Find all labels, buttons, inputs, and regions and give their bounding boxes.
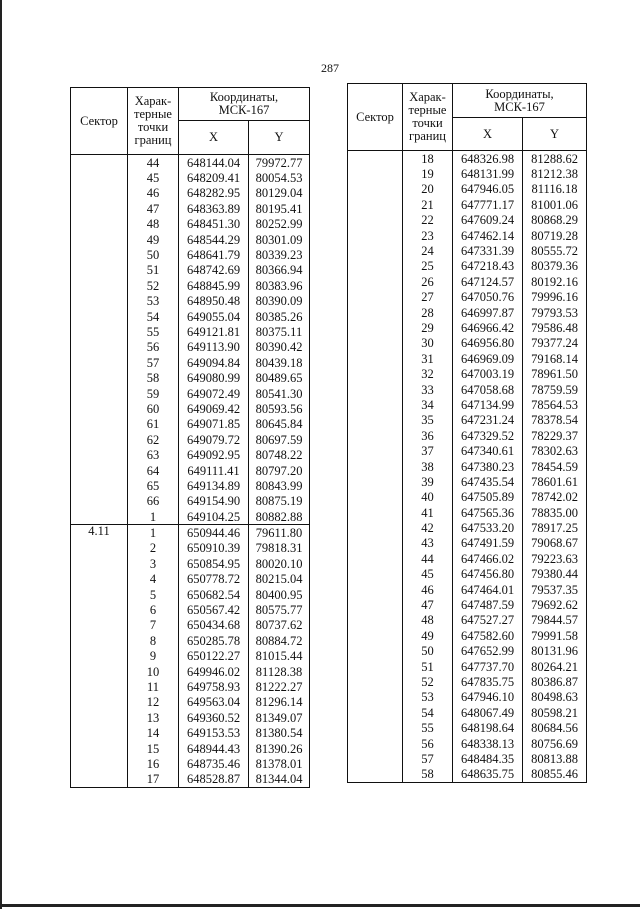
x-coordinate-cell: 647487.59 bbox=[453, 597, 523, 612]
x-coordinate-cell: 647505.89 bbox=[453, 490, 523, 505]
y-coordinate-cell: 79611.80 bbox=[249, 525, 310, 541]
table-row bbox=[71, 155, 310, 171]
x-coordinate-cell: 647462.14 bbox=[453, 228, 523, 243]
point-number-cell: 56 bbox=[403, 736, 453, 751]
points-header: Харак- терные точки границ bbox=[128, 88, 179, 155]
point-number-cell: 32 bbox=[403, 366, 453, 381]
x-coordinate-cell: 648067.49 bbox=[453, 705, 523, 720]
point-number-cell: 51 bbox=[403, 659, 453, 674]
y-coordinate-cell: 81344.04 bbox=[249, 772, 310, 788]
y-coordinate-cell: 78601.61 bbox=[523, 474, 587, 489]
y-coordinate-cell: 80868.29 bbox=[523, 213, 587, 228]
y-coordinate-cell: 80020.10 bbox=[249, 556, 310, 571]
point-number-cell: 3 bbox=[128, 556, 179, 571]
x-coordinate-cell: 650434.68 bbox=[179, 618, 249, 633]
x-coordinate-cell: 647003.19 bbox=[453, 366, 523, 381]
point-number-cell: 56 bbox=[128, 340, 179, 355]
y-coordinate-cell: 78564.53 bbox=[523, 397, 587, 412]
y-coordinate-cell: 80737.62 bbox=[249, 618, 310, 633]
point-number-cell: 48 bbox=[128, 217, 179, 232]
y-coordinate-cell: 80555.72 bbox=[523, 243, 587, 258]
y-coordinate-cell: 80386.87 bbox=[523, 674, 587, 689]
point-number-cell: 64 bbox=[128, 463, 179, 478]
y-coordinate-cell: 79068.67 bbox=[523, 536, 587, 551]
point-number-cell: 13 bbox=[128, 710, 179, 725]
x-coordinate-cell: 649360.52 bbox=[179, 710, 249, 725]
y-coordinate-cell: 81296.14 bbox=[249, 695, 310, 710]
y-coordinate-cell: 80855.46 bbox=[523, 767, 587, 783]
point-number-cell: 47 bbox=[403, 597, 453, 612]
x-coordinate-cell: 647134.99 bbox=[453, 397, 523, 412]
page-number: 287 bbox=[321, 61, 339, 75]
x-coordinate-cell: 647466.02 bbox=[453, 551, 523, 566]
x-coordinate-cell: 647329.52 bbox=[453, 428, 523, 443]
point-number-cell: 39 bbox=[403, 474, 453, 489]
point-number-cell: 17 bbox=[128, 772, 179, 788]
point-number-cell: 15 bbox=[128, 741, 179, 756]
point-number-cell: 53 bbox=[403, 690, 453, 705]
sector-header: Сектор bbox=[348, 84, 403, 151]
x-coordinate-cell: 648209.41 bbox=[179, 170, 249, 185]
y-coordinate-cell: 80264.21 bbox=[523, 659, 587, 674]
y-coordinate-cell: 80366.94 bbox=[249, 263, 310, 278]
point-number-cell: 20 bbox=[403, 182, 453, 197]
y-coordinate-cell: 79844.57 bbox=[523, 613, 587, 628]
x-coordinate-cell: 647609.24 bbox=[453, 213, 523, 228]
x-coordinate-cell: 646969.09 bbox=[453, 351, 523, 366]
point-number-cell: 52 bbox=[128, 278, 179, 293]
y-coordinate-cell: 80385.26 bbox=[249, 309, 310, 324]
y-coordinate-cell: 78454.59 bbox=[523, 459, 587, 474]
y-coordinate-cell: 81128.38 bbox=[249, 664, 310, 679]
y-coordinate-cell: 78742.02 bbox=[523, 490, 587, 505]
y-coordinate-cell: 78961.50 bbox=[523, 366, 587, 381]
x-coordinate-cell: 647331.39 bbox=[453, 243, 523, 258]
point-number-cell: 50 bbox=[403, 644, 453, 659]
y-coordinate-cell: 81378.01 bbox=[249, 756, 310, 771]
y-coordinate-cell: 80697.59 bbox=[249, 432, 310, 447]
point-number-cell: 25 bbox=[403, 259, 453, 274]
y-coordinate-cell: 81015.44 bbox=[249, 649, 310, 664]
point-number-cell: 27 bbox=[403, 290, 453, 305]
point-number-cell: 29 bbox=[403, 320, 453, 335]
x-coordinate-cell: 649946.02 bbox=[179, 664, 249, 679]
table-row bbox=[71, 525, 310, 541]
y-coordinate-cell: 80375.11 bbox=[249, 324, 310, 339]
y-coordinate-cell: 80875.19 bbox=[249, 494, 310, 509]
x-coordinate-cell: 648326.98 bbox=[453, 151, 523, 167]
x-coordinate-cell: 648544.29 bbox=[179, 232, 249, 247]
x-coordinate-cell: 647946.05 bbox=[453, 182, 523, 197]
x-coordinate-cell: 648944.43 bbox=[179, 741, 249, 756]
y-coordinate-cell: 79972.77 bbox=[249, 155, 310, 171]
right-coordinates-table bbox=[347, 83, 587, 783]
y-coordinate-cell: 80439.18 bbox=[249, 355, 310, 370]
y-coordinate-cell: 79692.62 bbox=[523, 597, 587, 612]
x-coordinate-cell: 650122.27 bbox=[179, 649, 249, 664]
y-coordinate-cell: 81288.62 bbox=[523, 151, 587, 167]
x-coordinate-cell: 648144.04 bbox=[179, 155, 249, 171]
x-coordinate-cell: 647380.23 bbox=[453, 459, 523, 474]
x-coordinate-cell: 647565.36 bbox=[453, 505, 523, 520]
x-coordinate-cell: 649071.85 bbox=[179, 417, 249, 432]
y-coordinate-cell: 80131.96 bbox=[523, 644, 587, 659]
x-coordinate-cell: 647340.61 bbox=[453, 443, 523, 458]
y-coordinate-cell: 80598.21 bbox=[523, 705, 587, 720]
x-coordinate-cell: 647582.60 bbox=[453, 628, 523, 643]
y-coordinate-cell: 78835.00 bbox=[523, 505, 587, 520]
point-number-cell: 46 bbox=[403, 582, 453, 597]
x-header: X bbox=[179, 121, 249, 155]
sector-header: Сектор bbox=[71, 88, 128, 155]
sector-cell bbox=[348, 151, 403, 783]
x-coordinate-cell: 647771.17 bbox=[453, 197, 523, 212]
point-number-cell: 53 bbox=[128, 294, 179, 309]
x-coordinate-cell: 646956.80 bbox=[453, 336, 523, 351]
point-number-cell: 47 bbox=[128, 201, 179, 216]
y-coordinate-cell: 80756.69 bbox=[523, 736, 587, 751]
point-number-cell: 57 bbox=[128, 355, 179, 370]
point-number-cell: 11 bbox=[128, 679, 179, 694]
x-coordinate-cell: 647050.76 bbox=[453, 290, 523, 305]
y-coordinate-cell: 80054.53 bbox=[249, 170, 310, 185]
y-coordinate-cell: 80252.99 bbox=[249, 217, 310, 232]
y-coordinate-cell: 80748.22 bbox=[249, 447, 310, 462]
x-coordinate-cell: 647058.68 bbox=[453, 382, 523, 397]
x-coordinate-cell: 648484.35 bbox=[453, 751, 523, 766]
point-number-cell: 31 bbox=[403, 351, 453, 366]
point-number-cell: 18 bbox=[403, 151, 453, 167]
x-coordinate-cell: 649069.42 bbox=[179, 401, 249, 416]
point-number-cell: 28 bbox=[403, 305, 453, 320]
y-coordinate-cell: 81001.06 bbox=[523, 197, 587, 212]
x-coordinate-cell: 649072.49 bbox=[179, 386, 249, 401]
y-coordinate-cell: 78378.54 bbox=[523, 413, 587, 428]
coordinates-header: Координаты, МСК-167 bbox=[453, 84, 587, 118]
y-coordinate-cell: 80390.42 bbox=[249, 340, 310, 355]
point-number-cell: 60 bbox=[128, 401, 179, 416]
x-coordinate-cell: 648363.89 bbox=[179, 201, 249, 216]
y-coordinate-cell: 78302.63 bbox=[523, 443, 587, 458]
sector-cell bbox=[71, 155, 128, 525]
x-coordinate-cell: 649055.04 bbox=[179, 309, 249, 324]
x-coordinate-cell: 650285.78 bbox=[179, 633, 249, 648]
y-coordinate-cell: 80884.72 bbox=[249, 633, 310, 648]
point-number-cell: 5 bbox=[128, 587, 179, 602]
sector-cell: 4.11 bbox=[71, 525, 128, 788]
point-number-cell: 45 bbox=[128, 170, 179, 185]
y-coordinate-cell: 80684.56 bbox=[523, 720, 587, 735]
point-number-cell: 8 bbox=[128, 633, 179, 648]
x-coordinate-cell: 649104.25 bbox=[179, 509, 249, 525]
x-coordinate-cell: 648641.79 bbox=[179, 247, 249, 262]
y-coordinate-cell: 80882.88 bbox=[249, 509, 310, 525]
x-coordinate-cell: 646997.87 bbox=[453, 305, 523, 320]
y-coordinate-cell: 80797.20 bbox=[249, 463, 310, 478]
x-coordinate-cell: 649153.53 bbox=[179, 725, 249, 740]
x-coordinate-cell: 649134.89 bbox=[179, 478, 249, 493]
x-coordinate-cell: 650567.42 bbox=[179, 602, 249, 617]
x-coordinate-cell: 648735.46 bbox=[179, 756, 249, 771]
point-number-cell: 30 bbox=[403, 336, 453, 351]
left-coordinates-table bbox=[70, 87, 310, 788]
point-number-cell: 16 bbox=[128, 756, 179, 771]
y-coordinate-cell: 80645.84 bbox=[249, 417, 310, 432]
y-coordinate-cell: 78917.25 bbox=[523, 520, 587, 535]
y-coordinate-cell: 81349.07 bbox=[249, 710, 310, 725]
point-number-cell: 44 bbox=[128, 155, 179, 171]
x-coordinate-cell: 646966.42 bbox=[453, 320, 523, 335]
y-coordinate-cell: 81380.54 bbox=[249, 725, 310, 740]
y-coordinate-cell: 79380.44 bbox=[523, 567, 587, 582]
y-coordinate-cell: 80192.16 bbox=[523, 274, 587, 289]
page-edge-bottom bbox=[0, 904, 640, 907]
point-number-cell: 40 bbox=[403, 490, 453, 505]
point-number-cell: 35 bbox=[403, 413, 453, 428]
point-number-cell: 7 bbox=[128, 618, 179, 633]
point-number-cell: 14 bbox=[128, 725, 179, 740]
x-coordinate-cell: 650944.46 bbox=[179, 525, 249, 541]
y-coordinate-cell: 80400.95 bbox=[249, 587, 310, 602]
y-coordinate-cell: 81390.26 bbox=[249, 741, 310, 756]
y-coordinate-cell: 80301.09 bbox=[249, 232, 310, 247]
point-number-cell: 55 bbox=[403, 720, 453, 735]
x-coordinate-cell: 647835.75 bbox=[453, 674, 523, 689]
x-coordinate-cell: 647464.01 bbox=[453, 582, 523, 597]
point-number-cell: 4 bbox=[128, 572, 179, 587]
point-number-cell: 49 bbox=[128, 232, 179, 247]
y-coordinate-cell: 79996.16 bbox=[523, 290, 587, 305]
x-coordinate-cell: 649154.90 bbox=[179, 494, 249, 509]
point-number-cell: 24 bbox=[403, 243, 453, 258]
x-coordinate-cell: 649079.72 bbox=[179, 432, 249, 447]
point-number-cell: 2 bbox=[128, 541, 179, 556]
point-number-cell: 51 bbox=[128, 263, 179, 278]
point-number-cell: 1 bbox=[128, 509, 179, 525]
x-coordinate-cell: 647218.43 bbox=[453, 259, 523, 274]
x-coordinate-cell: 647456.80 bbox=[453, 567, 523, 582]
point-number-cell: 59 bbox=[128, 386, 179, 401]
point-number-cell: 37 bbox=[403, 443, 453, 458]
point-number-cell: 66 bbox=[128, 494, 179, 509]
point-number-cell: 54 bbox=[403, 705, 453, 720]
y-coordinate-cell: 80575.77 bbox=[249, 602, 310, 617]
y-coordinate-cell: 80593.56 bbox=[249, 401, 310, 416]
point-number-cell: 9 bbox=[128, 649, 179, 664]
x-coordinate-cell: 647527.27 bbox=[453, 613, 523, 628]
coordinates-header: Координаты, МСК-167 bbox=[179, 88, 310, 121]
point-number-cell: 1 bbox=[128, 525, 179, 541]
x-coordinate-cell: 648198.64 bbox=[453, 720, 523, 735]
y-coordinate-cell: 79586.48 bbox=[523, 320, 587, 335]
x-coordinate-cell: 648338.13 bbox=[453, 736, 523, 751]
y-coordinate-cell: 80339.23 bbox=[249, 247, 310, 262]
y-coordinate-cell: 80390.09 bbox=[249, 294, 310, 309]
x-coordinate-cell: 647124.57 bbox=[453, 274, 523, 289]
x-coordinate-cell: 648742.69 bbox=[179, 263, 249, 278]
y-header: Y bbox=[523, 118, 587, 151]
x-coordinate-cell: 648528.87 bbox=[179, 772, 249, 788]
point-number-cell: 52 bbox=[403, 674, 453, 689]
point-number-cell: 36 bbox=[403, 428, 453, 443]
point-number-cell: 58 bbox=[128, 370, 179, 385]
x-coordinate-cell: 649080.99 bbox=[179, 370, 249, 385]
point-number-cell: 43 bbox=[403, 536, 453, 551]
y-coordinate-cell: 79537.35 bbox=[523, 582, 587, 597]
point-number-cell: 45 bbox=[403, 567, 453, 582]
x-coordinate-cell: 647652.99 bbox=[453, 644, 523, 659]
y-coordinate-cell: 79377.24 bbox=[523, 336, 587, 351]
x-coordinate-cell: 648282.95 bbox=[179, 186, 249, 201]
point-number-cell: 48 bbox=[403, 613, 453, 628]
x-coordinate-cell: 647946.10 bbox=[453, 690, 523, 705]
point-number-cell: 57 bbox=[403, 751, 453, 766]
point-number-cell: 62 bbox=[128, 432, 179, 447]
y-coordinate-cell: 79818.31 bbox=[249, 541, 310, 556]
y-coordinate-cell: 80379.36 bbox=[523, 259, 587, 274]
x-coordinate-cell: 647231.24 bbox=[453, 413, 523, 428]
point-number-cell: 42 bbox=[403, 520, 453, 535]
y-coordinate-cell: 79793.53 bbox=[523, 305, 587, 320]
x-coordinate-cell: 649563.04 bbox=[179, 695, 249, 710]
point-number-cell: 6 bbox=[128, 602, 179, 617]
x-coordinate-cell: 649758.93 bbox=[179, 679, 249, 694]
point-number-cell: 19 bbox=[403, 166, 453, 181]
y-coordinate-cell: 79223.63 bbox=[523, 551, 587, 566]
point-number-cell: 34 bbox=[403, 397, 453, 412]
x-coordinate-cell: 650854.95 bbox=[179, 556, 249, 571]
y-header: Y bbox=[249, 121, 310, 155]
y-coordinate-cell: 80498.63 bbox=[523, 690, 587, 705]
point-number-cell: 50 bbox=[128, 247, 179, 262]
x-coordinate-cell: 648845.99 bbox=[179, 278, 249, 293]
point-number-cell: 23 bbox=[403, 228, 453, 243]
y-coordinate-cell: 80383.96 bbox=[249, 278, 310, 293]
y-coordinate-cell: 81116.18 bbox=[523, 182, 587, 197]
y-coordinate-cell: 80719.28 bbox=[523, 228, 587, 243]
point-number-cell: 55 bbox=[128, 324, 179, 339]
y-coordinate-cell: 78759.59 bbox=[523, 382, 587, 397]
x-coordinate-cell: 647491.59 bbox=[453, 536, 523, 551]
x-header: X bbox=[453, 118, 523, 151]
y-coordinate-cell: 80541.30 bbox=[249, 386, 310, 401]
y-coordinate-cell: 80129.04 bbox=[249, 186, 310, 201]
y-coordinate-cell: 79991.58 bbox=[523, 628, 587, 643]
point-number-cell: 54 bbox=[128, 309, 179, 324]
x-coordinate-cell: 648635.75 bbox=[453, 767, 523, 783]
x-coordinate-cell: 650910.39 bbox=[179, 541, 249, 556]
points-header: Харак- терные точки границ bbox=[403, 84, 453, 151]
point-number-cell: 33 bbox=[403, 382, 453, 397]
y-coordinate-cell: 80489.65 bbox=[249, 370, 310, 385]
x-coordinate-cell: 648451.30 bbox=[179, 217, 249, 232]
y-coordinate-cell: 80813.88 bbox=[523, 751, 587, 766]
x-coordinate-cell: 649111.41 bbox=[179, 463, 249, 478]
point-number-cell: 61 bbox=[128, 417, 179, 432]
x-coordinate-cell: 648950.48 bbox=[179, 294, 249, 309]
x-coordinate-cell: 650778.72 bbox=[179, 572, 249, 587]
x-coordinate-cell: 647737.70 bbox=[453, 659, 523, 674]
x-coordinate-cell: 649092.95 bbox=[179, 447, 249, 462]
y-coordinate-cell: 81222.27 bbox=[249, 679, 310, 694]
x-coordinate-cell: 648131.99 bbox=[453, 166, 523, 181]
point-number-cell: 49 bbox=[403, 628, 453, 643]
x-coordinate-cell: 649094.84 bbox=[179, 355, 249, 370]
point-number-cell: 65 bbox=[128, 478, 179, 493]
point-number-cell: 12 bbox=[128, 695, 179, 710]
page-edge-left bbox=[0, 0, 2, 909]
point-number-cell: 46 bbox=[128, 186, 179, 201]
y-coordinate-cell: 80215.04 bbox=[249, 572, 310, 587]
point-number-cell: 58 bbox=[403, 767, 453, 783]
x-coordinate-cell: 649113.90 bbox=[179, 340, 249, 355]
x-coordinate-cell: 647533.20 bbox=[453, 520, 523, 535]
table-row bbox=[348, 151, 587, 167]
point-number-cell: 26 bbox=[403, 274, 453, 289]
y-coordinate-cell: 78229.37 bbox=[523, 428, 587, 443]
point-number-cell: 21 bbox=[403, 197, 453, 212]
point-number-cell: 44 bbox=[403, 551, 453, 566]
x-coordinate-cell: 647435.54 bbox=[453, 474, 523, 489]
point-number-cell: 22 bbox=[403, 213, 453, 228]
y-coordinate-cell: 80843.99 bbox=[249, 478, 310, 493]
x-coordinate-cell: 649121.81 bbox=[179, 324, 249, 339]
point-number-cell: 38 bbox=[403, 459, 453, 474]
x-coordinate-cell: 650682.54 bbox=[179, 587, 249, 602]
y-coordinate-cell: 81212.38 bbox=[523, 166, 587, 181]
point-number-cell: 63 bbox=[128, 447, 179, 462]
y-coordinate-cell: 79168.14 bbox=[523, 351, 587, 366]
y-coordinate-cell: 80195.41 bbox=[249, 201, 310, 216]
point-number-cell: 41 bbox=[403, 505, 453, 520]
point-number-cell: 10 bbox=[128, 664, 179, 679]
